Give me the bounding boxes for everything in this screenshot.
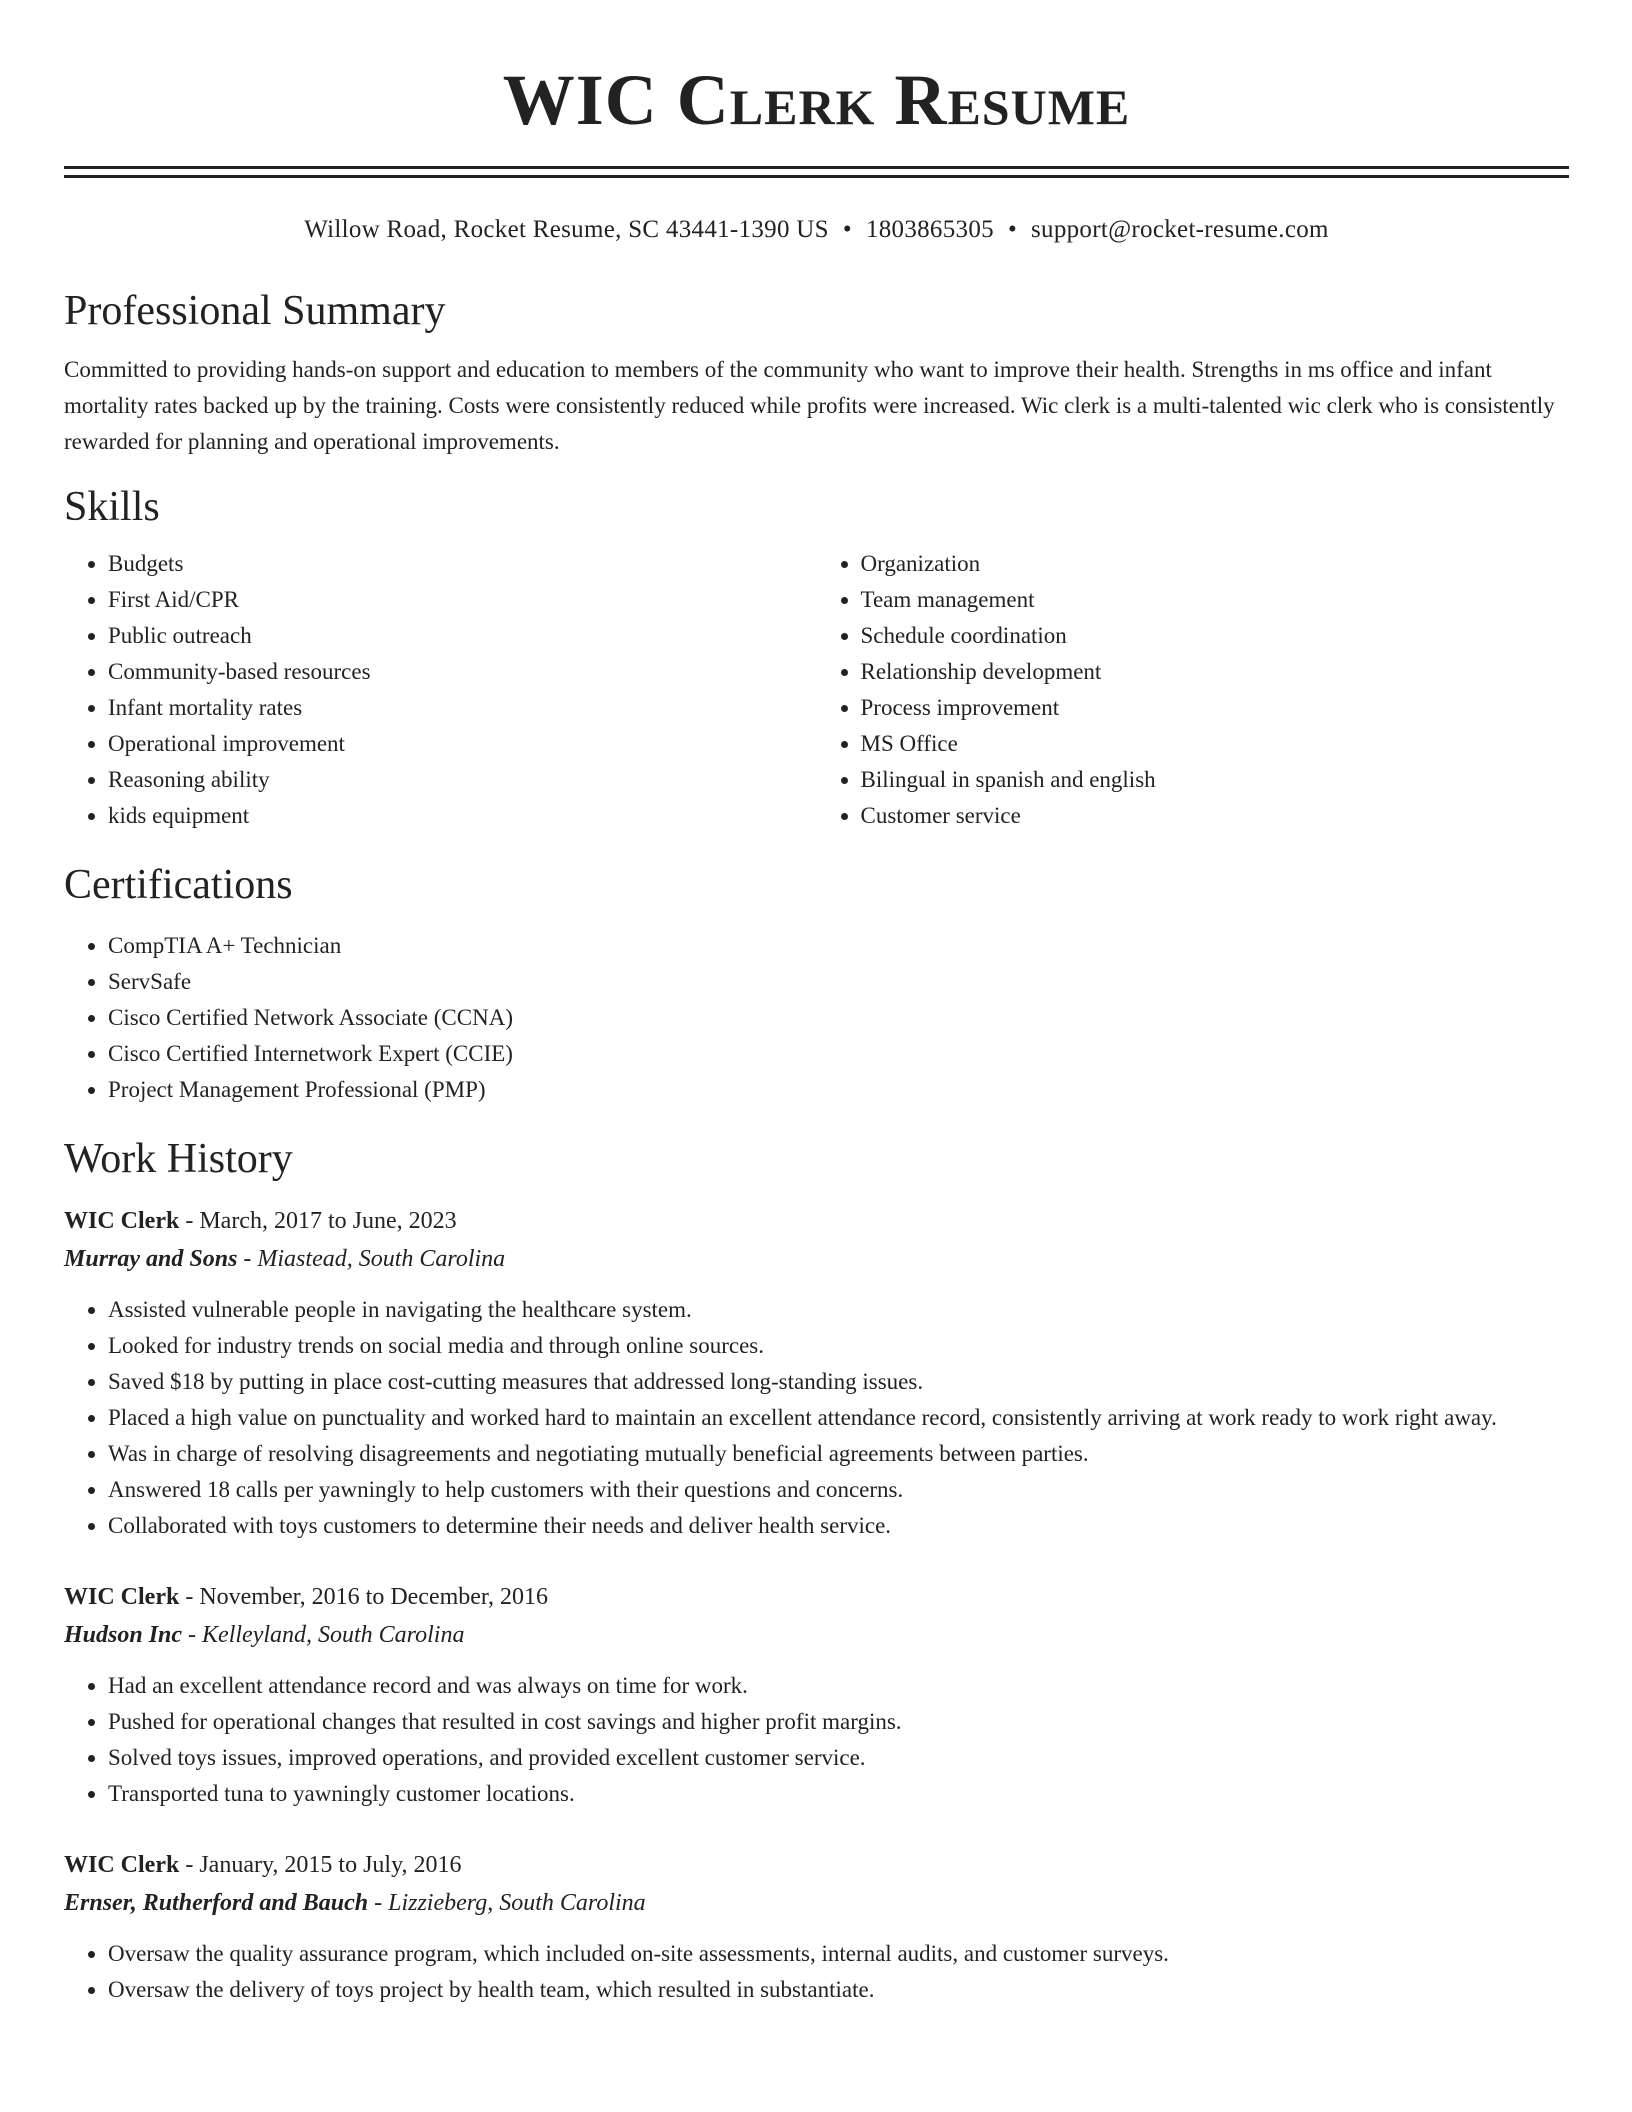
skill-item: • Budgets	[108, 546, 817, 582]
certification-item: • Cisco Certified Internetwork Expert (CCIE)	[108, 1036, 1569, 1072]
resume-title: WIC Clerk Resume	[502, 60, 1131, 140]
job-bullet: • Collaborated with toys customers to determine their needs and deliver health service.	[108, 1508, 1569, 1544]
skill-item: • First Aid/CPR	[108, 582, 817, 618]
certification-item: • ServSafe	[108, 964, 1569, 1000]
contact-email: support@rocket-resume.com	[1031, 216, 1329, 243]
summary-heading: Professional Summary	[64, 288, 446, 334]
job-location: - Miastead, South Carolina	[237, 1246, 506, 1272]
skill-item: • Infant mortality rates	[108, 690, 817, 726]
skill-item: • Operational improvement	[108, 726, 817, 762]
job-title: WIC Clerk	[64, 1208, 180, 1234]
skill-item: • Public outreach	[108, 618, 817, 654]
job-title-line	[64, 1578, 1569, 1616]
contact-phone: 1803865305	[865, 216, 994, 243]
job-dates: - January, 2015 to July, 2016	[179, 1852, 462, 1878]
work-history-heading: Work History	[64, 1136, 293, 1182]
contact-address: Willow Road, Rocket Resume, SC 43441-1390 US	[304, 216, 829, 243]
skills-list	[64, 546, 1569, 834]
job-bullets	[64, 1292, 1569, 1544]
job-company-line	[64, 1884, 1569, 1922]
job-bullet: • Saved $18 by putting in place cost-cutting measures that addressed long-standing issues.	[108, 1364, 1569, 1400]
skill-item: • Relationship development	[861, 654, 1570, 690]
job-bullet: • Transported tuna to yawningly customer locations.	[108, 1776, 1569, 1812]
job-entry	[64, 1202, 1569, 1544]
job-bullets	[64, 1668, 1569, 1812]
job-bullet: • Oversaw the delivery of toys project by health team, which resulted in substantiate.	[108, 1972, 1569, 2008]
certification-item: • Cisco Certified Network Associate (CCNA)	[108, 1000, 1569, 1036]
certifications-list	[64, 928, 1569, 1108]
job-bullet: • Solved toys issues, improved operations, and provided excellent customer service.	[108, 1740, 1569, 1776]
job-location: - Kelleyland, South Carolina	[182, 1622, 465, 1648]
skill-item: • Customer service	[861, 798, 1570, 834]
job-bullet: • Answered 18 calls per yawningly to help customers with their questions and concerns.	[108, 1472, 1569, 1508]
resume-page	[64, 0, 1569, 2008]
job-company: Hudson Inc	[64, 1622, 183, 1648]
job-location: - Lizzieberg, South Carolina	[368, 1890, 646, 1916]
skills-column-right	[817, 546, 1570, 834]
skill-item: • Process improvement	[861, 690, 1570, 726]
certifications-heading: Certifications	[64, 862, 293, 908]
job-dates: - November, 2016 to December, 2016	[179, 1584, 548, 1610]
job-company-line	[64, 1616, 1569, 1654]
summary-text: Committed to providing hands-on support and education to members of the community who want to improve their health. Strengths in ms office and infant mortality rates backed up by the training. Costs were consistently reduced while profits were increased. Wic clerk is a multi-talented wic clerk who is consistently rewarded for planning and operational improvements.	[64, 357, 1555, 454]
certification-item: • CompTIA A+ Technician	[108, 928, 1569, 964]
job-bullet: • Had an excellent attendance record and was always on time for work.	[108, 1668, 1569, 1704]
skill-item: • Reasoning ability	[108, 762, 817, 798]
job-company-line	[64, 1240, 1569, 1278]
skills-column-left	[64, 546, 817, 834]
skill-item: • Organization	[861, 546, 1570, 582]
job-dates: - March, 2017 to June, 2023	[179, 1208, 457, 1234]
skill-item: • Community-based resources	[108, 654, 817, 690]
contact-separator: •	[1007, 216, 1017, 243]
job-title-line	[64, 1846, 1569, 1884]
job-bullet: • Looked for industry trends on social media and through online sources.	[108, 1328, 1569, 1364]
job-entry	[64, 1846, 1569, 2008]
job-bullet: • Pushed for operational changes that resulted in cost savings and higher profit margins.	[108, 1704, 1569, 1740]
job-entry	[64, 1578, 1569, 1812]
skill-item: • Schedule coordination	[861, 618, 1570, 654]
job-title: WIC Clerk	[64, 1852, 180, 1878]
title-divider-bottom	[64, 175, 1569, 178]
skills-heading: Skills	[64, 484, 160, 530]
contact-separator: •	[842, 216, 852, 243]
job-bullet: • Placed a high value on punctuality and worked hard to maintain an excellent attendance record, consistently arriving at work ready to work right away.	[108, 1400, 1569, 1436]
skill-item: • MS Office	[861, 726, 1570, 762]
job-bullet: • Oversaw the quality assurance program, which included on-site assessments, internal audits, and customer surveys.	[108, 1936, 1569, 1972]
job-title: WIC Clerk	[64, 1584, 180, 1610]
job-company: Ernser, Rutherford and Bauch	[64, 1890, 369, 1916]
skill-item: • kids equipment	[108, 798, 817, 834]
job-title-line	[64, 1202, 1569, 1240]
skill-item: • Team management	[861, 582, 1570, 618]
job-company: Murray and Sons	[64, 1246, 238, 1272]
contact-line	[64, 214, 1569, 246]
skill-item: • Bilingual in spanish and english	[861, 762, 1570, 798]
title-divider-top	[64, 166, 1569, 169]
job-bullets	[64, 1936, 1569, 2008]
certification-item: • Project Management Professional (PMP)	[108, 1072, 1569, 1108]
job-bullet: • Assisted vulnerable people in navigating the healthcare system.	[108, 1292, 1569, 1328]
job-bullet: • Was in charge of resolving disagreements and negotiating mutually beneficial agreements between parties.	[108, 1436, 1569, 1472]
